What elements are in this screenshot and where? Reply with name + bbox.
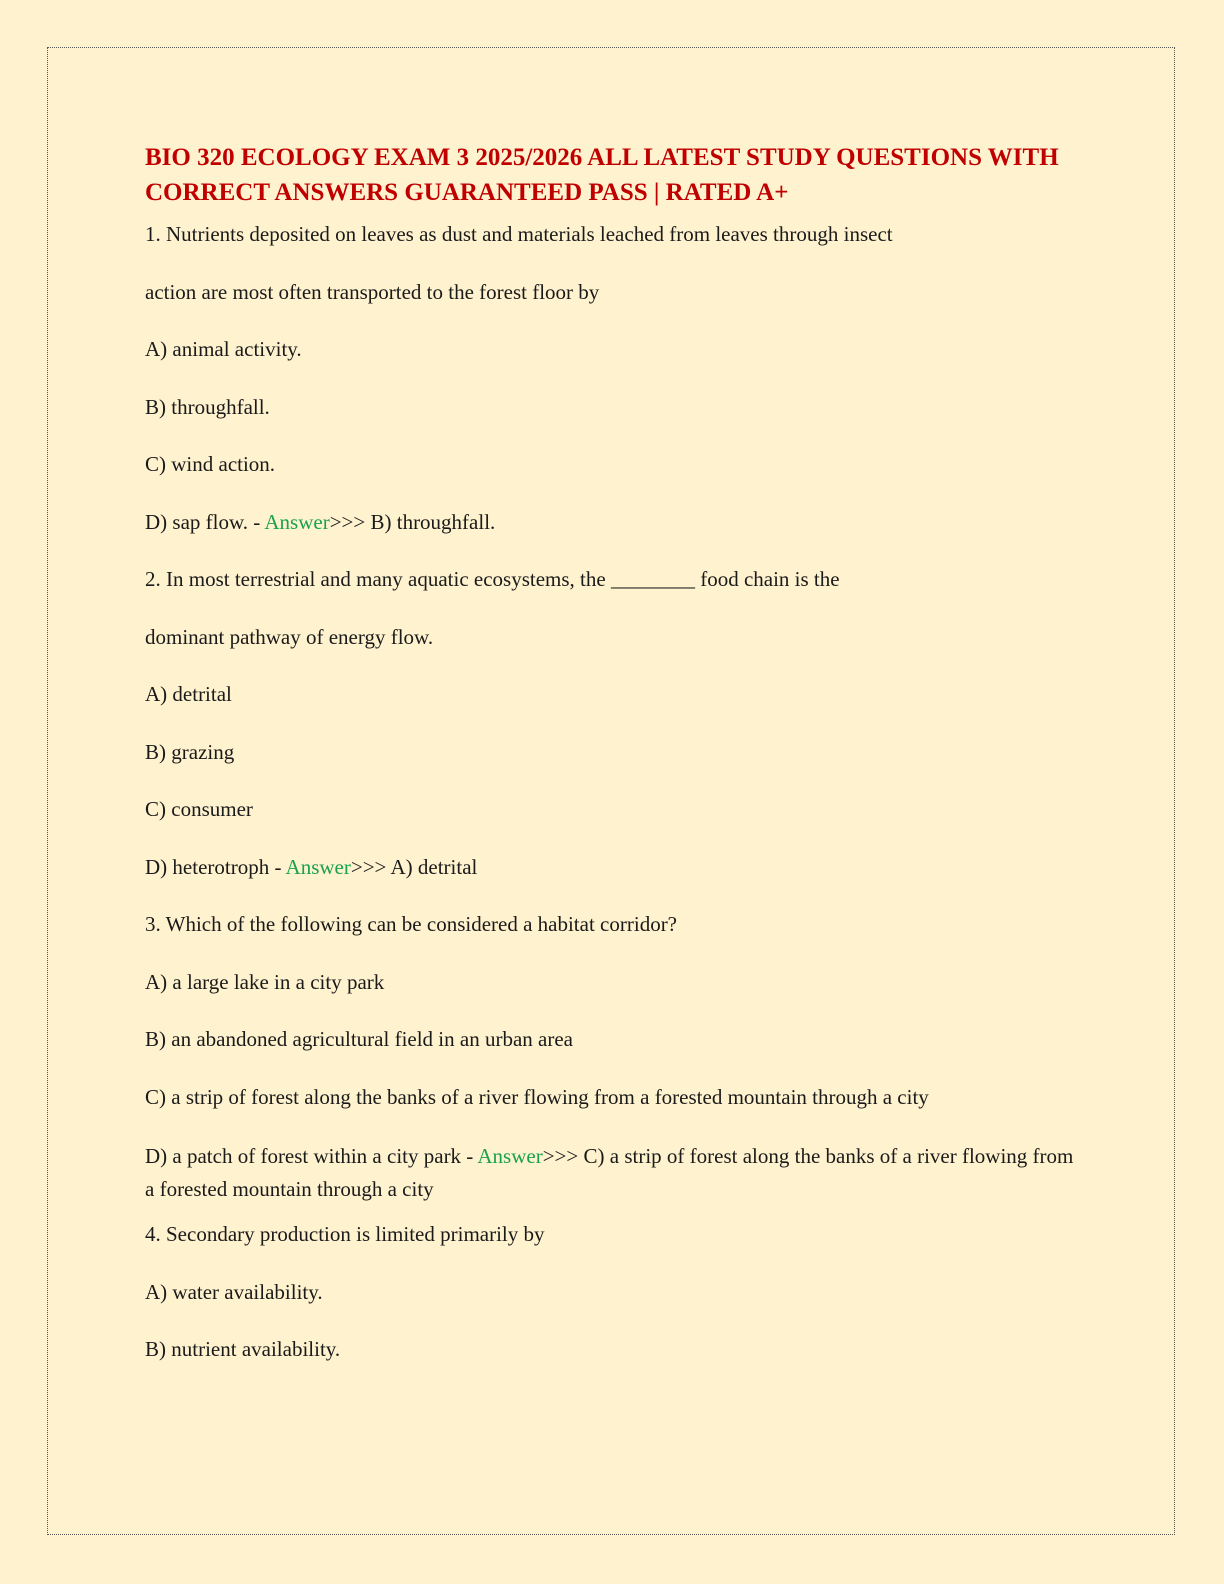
answer-label: Answer bbox=[477, 1144, 543, 1168]
answer-text: A) detrital bbox=[386, 854, 478, 879]
answer-arrow: >>> bbox=[350, 854, 387, 879]
answer-text: C) a strip of forest along the banks of a river flowing from a forested mountain through a city bbox=[145, 1144, 1074, 1201]
question-1-text-line-1: 1. Nutrients deposited on leaves as dust and materials leached from leaves through insect bbox=[145, 222, 893, 246]
question-3-option-a: A) a large lake in a city park bbox=[145, 969, 385, 994]
option-d-text: D) sap flow. - bbox=[145, 509, 265, 534]
document-title: BIO 320 ECOLOGY EXAM 3 2025/2026 ALL LATEST STUDY QUESTIONS WITH CORRECT ANSWERS GUARANTEED PASS | RATED A+ bbox=[145, 144, 1059, 206]
question-2-option-c: C) consumer bbox=[145, 797, 253, 821]
answer-text: B) throughfall. bbox=[365, 509, 496, 534]
question-2-option-a: A) detrital bbox=[145, 682, 232, 706]
question-1 bbox=[145, 220, 1085, 565]
question-4-option-a: A) water availability. bbox=[145, 1279, 323, 1304]
answer-label: Answer bbox=[285, 854, 351, 879]
question-4-text-line-1: 4. Secondary production is limited primarily by bbox=[145, 1222, 545, 1246]
question-2-text-line-1: 2. In most terrestrial and many aquatic ecosystems, the ________ food chain is the bbox=[145, 567, 840, 591]
answer-arrow: >>> bbox=[542, 1144, 579, 1168]
question-1-option-b: B) throughfall. bbox=[145, 394, 270, 419]
option-d-text: D) heterotroph - bbox=[145, 854, 286, 879]
question-2-option-b: B) grazing bbox=[145, 739, 235, 764]
answer-label: Answer bbox=[264, 509, 330, 534]
question-3-text-line-1: 3. Which of the following can be considered a habitat corridor? bbox=[145, 912, 678, 936]
question-2 bbox=[145, 565, 1085, 910]
question-2-option-d bbox=[145, 853, 1085, 911]
question-3-option-d bbox=[145, 1140, 1085, 1206]
question-1-option-d bbox=[145, 508, 1085, 566]
question-4-option-b: B) nutrient availability. bbox=[145, 1337, 341, 1361]
document-content bbox=[145, 140, 1085, 1393]
option-d-text: D) a patch of forest within a city park - bbox=[145, 1144, 478, 1168]
question-1-text-line-2: action are most often transported to the forest floor by bbox=[145, 279, 600, 304]
answer-arrow: >>> bbox=[329, 509, 366, 534]
question-3-option-c: C) a strip of forest along the banks of a river flowing from a forested mountain through a city bbox=[145, 1084, 929, 1109]
question-1-option-a: A) animal activity. bbox=[145, 337, 302, 361]
question-3 bbox=[145, 910, 1085, 1206]
question-3-option-b: B) an abandoned agricultural field in an urban area bbox=[145, 1027, 573, 1051]
question-2-text-line-2: dominant pathway of energy flow. bbox=[145, 624, 434, 649]
question-4 bbox=[145, 1220, 1085, 1393]
question-1-option-c: C) wind action. bbox=[145, 452, 276, 476]
